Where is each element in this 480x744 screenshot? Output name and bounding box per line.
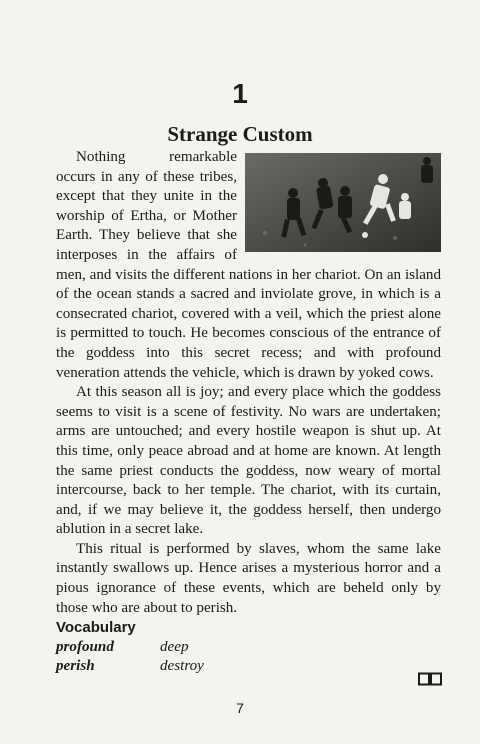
vocabulary-heading: Vocabulary	[56, 619, 136, 636]
chapter-title: Strange Custom	[167, 122, 313, 146]
vocabulary-definition: deep	[160, 638, 189, 655]
page-number: 7	[236, 700, 244, 716]
vocabulary-word: perish	[56, 658, 95, 675]
vocabulary-row	[56, 638, 441, 658]
story-photo	[245, 153, 441, 252]
paragraph: This ritual is performed by slaves, whom the same lake instantly swallows up. Hence arises a mysterious horror and a pious ignorance of these events, which are beheld only by those who are about to perish.	[56, 540, 441, 616]
vocabulary-word: profound	[56, 638, 114, 655]
paragraph: At this season all is joy; and every place which the goddess seems to visit is a scene of festivity. No wars are undertaken; arms are untouched; and every hostile weapon is shut up. At this time, only peace abroad and at home are known. At length the same priest conducts the goddess, now weary of mortal intercourse, back to her temple. The chariot, with its curtain, and, if we may believe it, the goddess herself, then undergo ablution in a secret lake.	[56, 384, 441, 538]
vocabulary-section	[56, 618, 441, 677]
vocabulary-row	[56, 657, 441, 677]
paragraph: Nothing remarkable occurs in any of these tribes, except that they unite in the worship of Ertha, or Mother Earth. They believe that she interposes in the affairs of men, and visits the different nations in her chariot. On an island of the ocean stands a sacred and inviolate grove, in which is a consecrated chariot, covered with a veil, which the priest alone is permitted to touch. He becomes conscious of the entrance of the goddess into this secret recess; and with profound veneration attends the vehicle, which is drawn by yoked cows.	[56, 149, 441, 381]
vocabulary-definition: destroy	[160, 658, 204, 675]
open-book-icon	[418, 672, 442, 691]
story-body	[56, 148, 441, 618]
chapter-number: 1	[232, 78, 248, 109]
